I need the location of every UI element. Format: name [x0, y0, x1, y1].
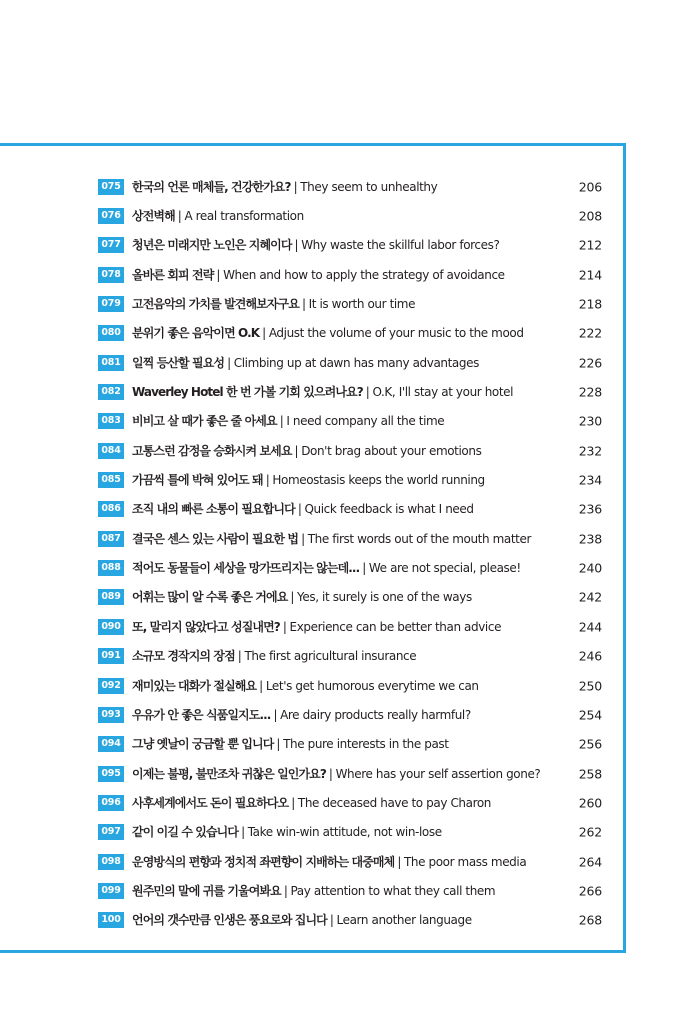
chapter-title-english: Are dairy products really harmful? [280, 707, 471, 722]
chapter-title [132, 179, 608, 195]
chapter-number-badge: 100 [98, 912, 124, 928]
chapter-title-english: The first agricultural insurance [244, 649, 417, 664]
toc-entry[interactable] [98, 612, 608, 641]
chapter-title [132, 413, 608, 429]
chapter-title-korean: 우유가 안 좋은 식품일지도... [132, 707, 271, 722]
toc-entry[interactable] [98, 260, 608, 289]
title-separator: | [279, 414, 284, 429]
title-separator: | [177, 209, 182, 224]
page-number: 264 [575, 854, 602, 869]
toc-entry[interactable] [98, 759, 608, 788]
chapter-title-english: Yes, it surely is one of the ways [297, 590, 472, 605]
chapter-title [132, 472, 608, 488]
title-separator: | [227, 355, 231, 370]
chapter-title-korean: 상전벽해 [132, 209, 175, 224]
chapter-number-badge: 079 [98, 296, 124, 312]
page-number: 234 [575, 473, 602, 488]
page-number: 206 [575, 179, 602, 194]
chapter-title-english: The pure interests in the past [283, 737, 449, 752]
chapter-title-english: Pay attention to what they call them [290, 883, 496, 898]
title-separator: | [262, 326, 266, 341]
title-separator: | [276, 737, 281, 752]
toc-entry[interactable] [98, 553, 608, 582]
chapter-title-english: When and how to apply the strategy of avoidance [223, 267, 505, 282]
page-number: 236 [575, 502, 602, 517]
page-number: 244 [575, 619, 602, 634]
title-separator: | [237, 649, 242, 664]
page-number: 212 [575, 238, 602, 253]
page-number: 240 [575, 561, 602, 576]
page-number: 214 [575, 267, 602, 282]
chapter-title-korean: 운영방식의 편향과 정치적 좌편향이 지배하는 대중매체 [132, 854, 395, 869]
title-separator: | [283, 883, 288, 898]
page-number: 222 [575, 326, 602, 341]
chapter-title [132, 678, 608, 694]
chapter-title-korean: 조직 내의 빠른 소통이 필요합니다 [132, 502, 295, 517]
toc-entry[interactable] [98, 319, 608, 348]
toc-entry[interactable] [98, 524, 608, 553]
page-number: 250 [575, 678, 602, 693]
chapter-title-korean: 어휘는 많이 알 수록 좋은 거에요 [132, 590, 288, 605]
toc-entry[interactable] [98, 495, 608, 524]
table-of-contents [98, 172, 608, 935]
toc-entry[interactable] [98, 172, 608, 201]
chapter-title-korean: 분위기 좋은 음악이면 O.K [132, 326, 260, 341]
chapter-title-english: Adjust the volume of your music to the mood [268, 326, 524, 341]
chapter-number-badge: 099 [98, 883, 124, 899]
chapter-title [132, 267, 608, 283]
chapter-number-badge: 090 [98, 619, 124, 635]
chapter-title-english: I need company all the time [286, 414, 445, 429]
page-number: 226 [575, 355, 602, 370]
page-number: 260 [575, 795, 602, 810]
chapter-number-badge: 091 [98, 648, 124, 664]
chapter-title-korean: 고전음악의 가치를 발견해보자구요 [132, 297, 299, 312]
title-separator: | [329, 913, 334, 928]
chapter-title-korean: 적어도 동물들이 세상을 망가뜨리지는 않는데... [132, 561, 360, 576]
chapter-title-english: O.K, I'll stay at your hotel [372, 385, 514, 400]
chapter-title-korean: 비비고 살 때가 좋은 줄 아세요 [132, 414, 277, 429]
chapter-title [132, 619, 608, 635]
title-separator: | [294, 443, 299, 458]
toc-entry[interactable] [98, 906, 608, 935]
chapter-title-korean: 소규모 경작지의 장점 [132, 649, 235, 664]
title-separator: | [294, 238, 299, 253]
title-separator: | [273, 707, 278, 722]
chapter-title-english: Don't brag about your emotions [301, 443, 482, 458]
chapter-title-english: Experience can be better than advice [289, 619, 502, 634]
title-separator: | [293, 179, 298, 194]
page-number: 228 [575, 385, 602, 400]
title-separator: | [259, 678, 263, 693]
chapter-title [132, 707, 608, 723]
chapter-title [132, 296, 608, 312]
chapter-title [132, 912, 608, 928]
chapter-title-english: Climbing up at dawn has many advantages [233, 355, 479, 370]
chapter-number-badge: 097 [98, 824, 124, 840]
chapter-title [132, 325, 608, 341]
toc-entry[interactable] [98, 201, 608, 230]
chapter-number-badge: 084 [98, 443, 124, 459]
chapter-title-english: The poor mass media [403, 854, 527, 869]
toc-entry[interactable] [98, 348, 608, 377]
page-number: 258 [575, 766, 602, 781]
chapter-number-badge: 077 [98, 237, 124, 253]
chapter-title-korean: 결국은 센스 있는 사람이 필요한 법 [132, 531, 299, 546]
title-separator: | [291, 795, 295, 810]
chapter-title [132, 560, 608, 576]
chapter-number-badge: 078 [98, 267, 124, 283]
toc-entry[interactable] [98, 377, 608, 406]
page-number: 254 [575, 707, 602, 722]
toc-entry[interactable] [98, 700, 608, 729]
chapter-number-badge: 075 [98, 179, 124, 195]
chapter-title-english: Take win-win attitude, not win-lose [247, 825, 442, 840]
page-number: 232 [575, 443, 602, 458]
toc-entry[interactable] [98, 642, 608, 671]
title-separator: | [290, 590, 295, 605]
chapter-title-english: They seem to unhealthy [300, 179, 438, 194]
chapter-number-badge: 086 [98, 501, 124, 517]
chapter-number-badge: 081 [98, 355, 124, 371]
chapter-title-korean: Waverley Hotel 한 번 가볼 기회 있으려나요? [132, 385, 363, 400]
page-number: 208 [575, 209, 602, 224]
chapter-title [132, 443, 608, 459]
title-separator: | [301, 297, 306, 312]
chapter-number-badge: 096 [98, 795, 124, 811]
chapter-title [132, 501, 608, 517]
chapter-title [132, 736, 608, 752]
chapter-title-english: The deceased have to pay Charon [297, 795, 492, 810]
title-separator: | [365, 385, 370, 400]
toc-entry[interactable] [98, 671, 608, 700]
chapter-number-badge: 082 [98, 384, 124, 400]
title-separator: | [282, 619, 287, 634]
toc-entry[interactable] [98, 788, 608, 817]
chapter-title-korean: 청년은 미래지만 노인은 지혜이다 [132, 238, 292, 253]
chapter-number-badge: 076 [98, 208, 124, 224]
title-separator: | [265, 473, 270, 488]
chapter-number-badge: 083 [98, 413, 124, 429]
title-separator: | [301, 531, 305, 546]
chapter-title [132, 824, 608, 840]
toc-entry[interactable] [98, 847, 608, 876]
chapter-number-badge: 092 [98, 678, 124, 694]
page-number: 266 [575, 883, 602, 898]
page-number: 218 [575, 297, 602, 312]
chapter-title-korean: 올바른 회피 전략 [132, 267, 214, 282]
chapter-title [132, 208, 608, 224]
chapter-title-korean: 사후세계에서도 돈이 필요하다오 [132, 795, 289, 810]
chapter-title [132, 795, 608, 811]
chapter-title-korean: 또, 말리지 않았다고 성질내면? [132, 619, 280, 634]
chapter-number-badge: 085 [98, 472, 124, 488]
chapter-title-english: We are not special, please! [368, 561, 521, 576]
chapter-title [132, 883, 608, 899]
chapter-title-korean: 언어의 갯수만큼 인생은 풍요로와 집니다 [132, 913, 327, 928]
chapter-title [132, 384, 608, 400]
chapter-title [132, 648, 608, 664]
chapter-title-korean: 그냥 옛날이 궁금할 뿐 입니다 [132, 737, 274, 752]
toc-entry[interactable] [98, 465, 608, 494]
chapter-number-badge: 089 [98, 589, 124, 605]
chapter-title-english: A real transformation [184, 209, 304, 224]
chapter-title [132, 766, 608, 782]
title-separator: | [362, 561, 366, 576]
toc-entry[interactable] [98, 436, 608, 465]
title-separator: | [297, 502, 302, 517]
title-separator: | [397, 854, 401, 869]
toc-entry[interactable] [98, 730, 608, 759]
page-number: 256 [575, 737, 602, 752]
chapter-number-badge: 095 [98, 766, 124, 782]
chapter-number-badge: 088 [98, 560, 124, 576]
chapter-number-badge: 087 [98, 531, 124, 547]
page-number: 230 [575, 414, 602, 429]
chapter-title [132, 531, 608, 547]
chapter-title-english: Learn another language [336, 913, 472, 928]
chapter-title-korean: 재미있는 대화가 절실해요 [132, 678, 257, 693]
title-separator: | [241, 825, 245, 840]
chapter-title [132, 355, 608, 371]
chapter-title-korean: 같이 이길 수 있습니다 [132, 825, 239, 840]
chapter-title-korean: 가끔씩 틀에 박혀 있어도 돼 [132, 473, 263, 488]
title-separator: | [216, 267, 221, 282]
page-number: 238 [575, 531, 602, 546]
chapter-number-badge: 094 [98, 736, 124, 752]
chapter-title-korean: 이제는 불평, 불만조차 귀찮은 일인가요? [132, 766, 326, 781]
chapter-title-english: Quick feedback is what I need [304, 502, 474, 517]
page-number: 268 [575, 913, 602, 928]
chapter-title-korean: 한국의 언론 매체들, 건강한가요? [132, 179, 291, 194]
chapter-title-english: It is worth our time [308, 297, 416, 312]
toc-entry[interactable] [98, 583, 608, 612]
page-number: 242 [575, 590, 602, 605]
toc-entry[interactable] [98, 289, 608, 318]
chapter-title [132, 237, 608, 253]
toc-entry[interactable] [98, 876, 608, 905]
chapter-title-english: Let's get humorous everytime we can [265, 678, 479, 693]
chapter-number-badge: 093 [98, 707, 124, 723]
title-separator: | [328, 766, 333, 781]
chapter-number-badge: 098 [98, 854, 124, 870]
page-number: 246 [575, 649, 602, 664]
chapter-title [132, 854, 608, 870]
chapter-title-english: Why waste the skillful labor forces? [301, 238, 500, 253]
toc-entry[interactable] [98, 818, 608, 847]
chapter-title-korean: 고통스런 감정을 승화시켜 보세요 [132, 443, 292, 458]
chapter-title-english: Where has your self assertion gone? [335, 766, 541, 781]
chapter-title-korean: 원주민의 말에 귀를 기울여봐요 [132, 883, 281, 898]
chapter-title-english: Homeostasis keeps the world running [272, 473, 485, 488]
chapter-number-badge: 080 [98, 325, 124, 341]
chapter-title-english: The first words out of the mouth matter [307, 531, 531, 546]
page-number: 262 [575, 825, 602, 840]
chapter-title-korean: 일찍 등산할 필요성 [132, 355, 225, 370]
chapter-title [132, 589, 608, 605]
toc-entry[interactable] [98, 231, 608, 260]
toc-entry[interactable] [98, 407, 608, 436]
